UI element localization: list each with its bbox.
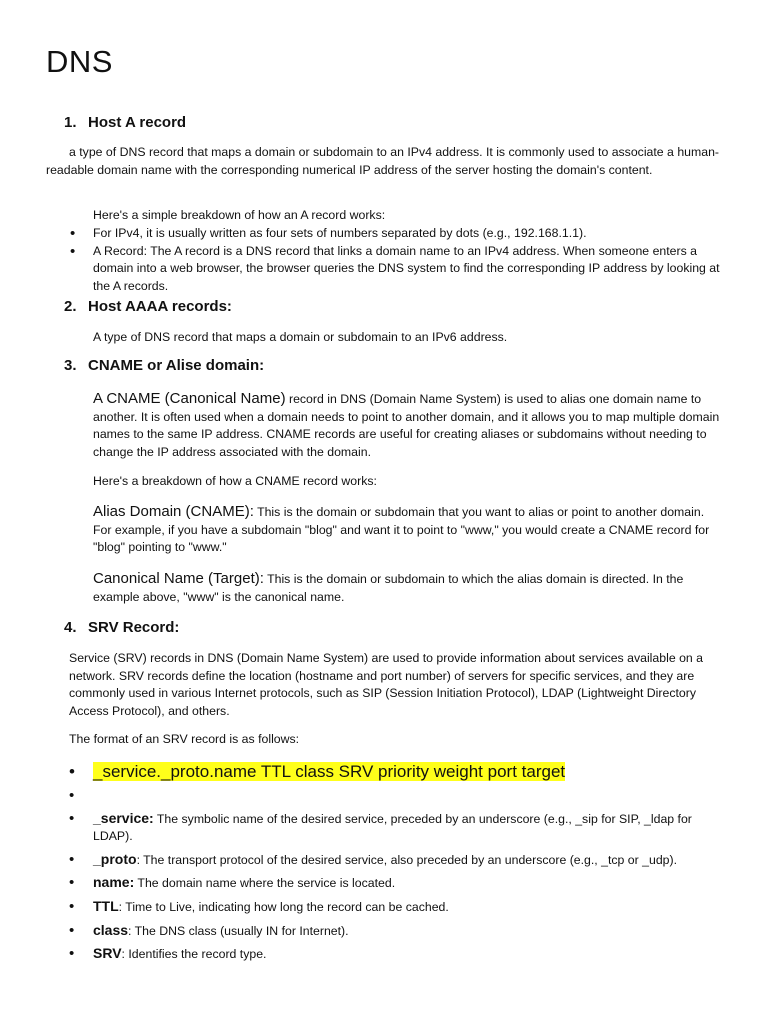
canonical-name-lead: Canonical Name (Target): bbox=[93, 570, 264, 587]
list-item bbox=[69, 760, 729, 785]
list-item bbox=[69, 810, 729, 846]
cname-description bbox=[93, 390, 727, 461]
field-desc: The symbolic name of the desired service, preceded by an underscore (e.g., _sip for SIP, _ldap for LDAP). bbox=[93, 811, 692, 844]
section-heading-cname bbox=[64, 357, 264, 374]
list-item: • A Record: The A record is a DNS record that links a domain name to an IPv4 address. When someone enters a domain into a web browser, the browser queries the DNS system to find the corresponding IP address by looking at the A records. bbox=[70, 243, 726, 296]
srv-intro: Service (SRV) records in DNS (Domain Name System) are used to provide information about services available on a network. SRV records define the location (hostname and port number) of servers for specific services, and they are commonly used in various Internet protocols, such as SIP (Session Initiation Protocol), LDAP (Lightweight Directory Access Protocol), and others. bbox=[69, 651, 704, 718]
cname-lead: A CNAME (Canonical Name) bbox=[93, 390, 286, 407]
aaaa-record-text: A type of DNS record that maps a domain or subdomain to an IPv6 address. bbox=[93, 330, 508, 344]
section-number: 1. bbox=[64, 114, 77, 131]
section-title: CNAME or Alise domain: bbox=[88, 357, 265, 374]
field-term: TTL bbox=[93, 897, 119, 914]
field-desc: : The transport protocol of the desired service, also preceded by an underscore (e.g., _tcp or _udp). bbox=[136, 852, 678, 867]
field-term: _proto bbox=[93, 850, 137, 867]
list-item bbox=[69, 874, 729, 893]
a-record-intro: a type of DNS record that maps a domain or subdomain to an IPv4 address. It is commonly used to associate a human-readable domain name with the corresponding numerical IP address of the server hosting the domain's content. bbox=[46, 145, 720, 177]
field-term: SRV bbox=[93, 945, 122, 962]
field-term: name: bbox=[93, 874, 135, 891]
list-item bbox=[69, 922, 729, 941]
section-number: 2. bbox=[64, 298, 77, 315]
a-record-breakdown: Here's a simple breakdown of how an A record works: bbox=[93, 208, 386, 222]
section-title: SRV Record: bbox=[88, 619, 180, 636]
cname-breakdown: Here's a breakdown of how a CNAME record works: bbox=[93, 474, 377, 488]
alias-domain-paragraph bbox=[93, 503, 725, 557]
srv-format-label: The format of an SRV record is as follows: bbox=[69, 732, 300, 746]
cname-text: record in DNS (Domain Name System) is used to alias one domain name to another. It is often used when a domain needs to point to another domain, and it allows you to map multiple domain names to the same IP address. CNAME records are useful for creating aliases or subdomains without needing to change the IP address associated with the domain. bbox=[93, 392, 720, 459]
section-heading-aaaa-record bbox=[64, 298, 232, 315]
alias-domain-text: This is the domain or subdomain that you want to alias or point to another domain. For example, if you have a subdomain "blog" and want it to point to "www," you would create a CNAME record for "blog" pointing to "www." bbox=[93, 505, 710, 555]
section-heading-a-record bbox=[64, 114, 186, 131]
list-item bbox=[69, 851, 729, 870]
section-heading-srv-record bbox=[64, 619, 179, 636]
page-title: DNS bbox=[46, 44, 113, 79]
alias-domain-lead: Alias Domain (CNAME): bbox=[93, 503, 254, 520]
field-term: class bbox=[93, 921, 129, 938]
srv-format-list bbox=[69, 760, 729, 969]
section-title: Host AAAA records: bbox=[88, 298, 232, 315]
field-desc: : The DNS class (usually IN for Internet). bbox=[128, 923, 349, 938]
list-item bbox=[69, 898, 729, 917]
canonical-name-paragraph bbox=[93, 570, 725, 606]
canonical-name-text: This is the domain or subdomain to which the alias domain is directed. In the example above, "www" is the canonical name. bbox=[93, 572, 684, 604]
field-term: _service: bbox=[93, 809, 154, 826]
section-number: 4. bbox=[64, 619, 77, 636]
srv-format-line: _service._proto.name TTL class SRV priority weight port target bbox=[93, 762, 566, 781]
section-number: 3. bbox=[64, 357, 77, 374]
a-record-bullets bbox=[70, 225, 726, 295]
section-title: Host A record bbox=[88, 114, 187, 131]
field-desc: : Identifies the record type. bbox=[121, 947, 267, 962]
list-item bbox=[69, 945, 729, 964]
list-item bbox=[69, 787, 729, 805]
field-desc: : Time to Live, indicating how long the record can be cached. bbox=[118, 899, 449, 914]
list-item: • For IPv4, it is usually written as four sets of numbers separated by dots (e.g., 192.168.1.1). bbox=[70, 225, 726, 243]
field-desc: The domain name where the service is located. bbox=[134, 876, 396, 891]
